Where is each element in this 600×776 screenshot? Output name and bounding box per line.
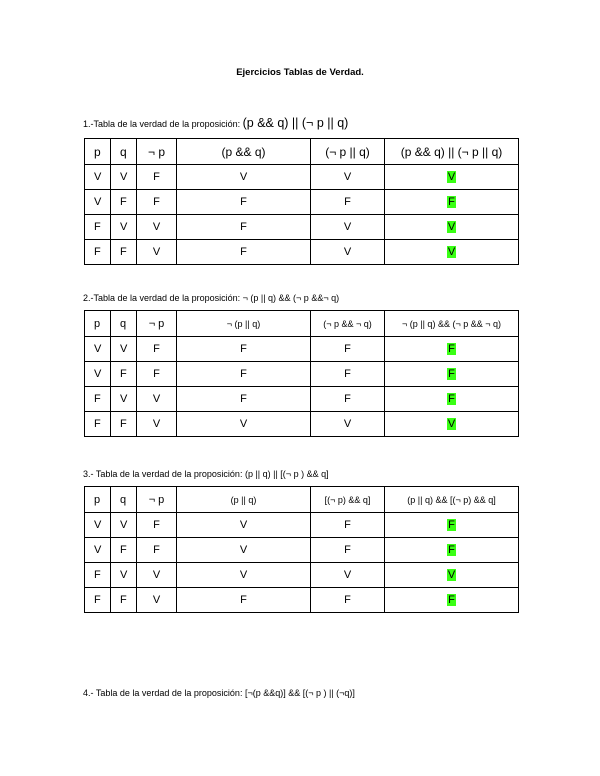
result-cell: [385, 337, 519, 362]
header-cell: (p && q) || (¬ p || q): [385, 139, 519, 165]
header-cell: [(¬ p) && q]: [311, 487, 385, 513]
table-cell: V: [177, 538, 311, 563]
table-cell: F: [177, 387, 311, 412]
table-cell: V: [85, 190, 111, 215]
table-cell: F: [311, 337, 385, 362]
highlighted-result: V: [447, 569, 456, 581]
highlighted-result: V: [447, 246, 456, 258]
table-cell: V: [311, 240, 385, 265]
result-cell: [385, 240, 519, 265]
document-title: Ejercicios Tablas de Verdad.: [236, 67, 364, 78]
table-cell: V: [137, 563, 177, 588]
table-row: [85, 165, 519, 190]
table-cell: F: [137, 337, 177, 362]
table-cell: V: [311, 412, 385, 437]
header-cell: (¬ p && ¬ q): [311, 311, 385, 337]
highlighted-result: V: [447, 418, 456, 430]
table-cell: F: [111, 538, 137, 563]
table-cell: V: [137, 588, 177, 613]
table-cell: F: [137, 362, 177, 387]
highlighted-result: F: [448, 519, 455, 531]
exercise-1-label: 1.-Tabla de la verdad de la proposición:: [83, 119, 243, 129]
exercise-1-heading: [83, 116, 348, 130]
result-cell: [385, 387, 519, 412]
header-cell: p: [85, 487, 111, 513]
table-row: [85, 337, 519, 362]
table-row: [85, 588, 519, 613]
table-cell: V: [137, 240, 177, 265]
header-cell: q: [111, 487, 137, 513]
header-cell: q: [111, 311, 137, 337]
table-cell: F: [177, 190, 311, 215]
table-cell: V: [111, 387, 137, 412]
table-cell: F: [111, 412, 137, 437]
table-cell: F: [111, 190, 137, 215]
header-cell: ¬ p: [137, 487, 177, 513]
result-cell: [385, 538, 519, 563]
exercise-2-label: 2.-Tabla de la verdad de la proposición:: [83, 293, 243, 303]
header-cell: p: [85, 311, 111, 337]
table-cell: F: [85, 215, 111, 240]
table-row: [85, 412, 519, 437]
table-cell: F: [177, 240, 311, 265]
table-cell: F: [311, 538, 385, 563]
exercise-1-formula: (p && q) || (¬ p || q): [242, 116, 349, 130]
header-cell: (p && q): [177, 139, 311, 165]
result-cell: [385, 412, 519, 437]
result-cell: [385, 165, 519, 190]
table-cell: F: [311, 362, 385, 387]
table-row: [85, 362, 519, 387]
highlighted-result: F: [448, 393, 455, 405]
header-cell: p: [85, 139, 111, 165]
exercise-2-heading: [83, 293, 339, 303]
table-cell: V: [111, 563, 137, 588]
table-header-row: [85, 487, 519, 513]
table-cell: V: [85, 513, 111, 538]
table-cell: F: [85, 240, 111, 265]
table-cell: V: [137, 387, 177, 412]
highlighted-result: F: [448, 343, 455, 355]
table-row: [85, 538, 519, 563]
highlighted-result: F: [448, 368, 455, 380]
table-cell: F: [111, 240, 137, 265]
table-header-row: [85, 311, 519, 337]
table-cell: F: [137, 538, 177, 563]
header-cell: ¬ (p || q) && (¬ p && ¬ q): [385, 311, 519, 337]
highlighted-result: V: [447, 221, 456, 233]
table-cell: F: [85, 588, 111, 613]
table-cell: V: [85, 337, 111, 362]
table-cell: V: [137, 412, 177, 437]
table-row: [85, 190, 519, 215]
table-cell: F: [111, 362, 137, 387]
table-cell: V: [177, 513, 311, 538]
truth-table-3: [84, 486, 519, 613]
table-header-row: [85, 139, 519, 165]
table-cell: V: [311, 215, 385, 240]
header-cell: ¬ p: [137, 139, 177, 165]
table-cell: V: [111, 337, 137, 362]
table-cell: V: [111, 215, 137, 240]
result-cell: [385, 362, 519, 387]
truth-table-1: [84, 138, 519, 265]
table-cell: V: [85, 362, 111, 387]
highlighted-result: F: [448, 594, 455, 606]
exercise-3-heading: [83, 469, 329, 479]
table-cell: F: [177, 215, 311, 240]
header-cell: q: [111, 139, 137, 165]
table-row: [85, 215, 519, 240]
exercise-4-label: 4.- Tabla de la verdad de la proposición:: [83, 688, 245, 698]
table-cell: F: [311, 387, 385, 412]
table-cell: V: [111, 513, 137, 538]
exercise-3-formula: (p || q) || [(¬ p ) && q]: [244, 469, 329, 479]
header-cell: ¬ p: [137, 311, 177, 337]
table-row: [85, 387, 519, 412]
table-cell: F: [311, 588, 385, 613]
table-cell: F: [137, 165, 177, 190]
result-cell: [385, 190, 519, 215]
highlighted-result: F: [448, 544, 455, 556]
table-cell: V: [311, 563, 385, 588]
table-cell: F: [85, 387, 111, 412]
result-cell: [385, 513, 519, 538]
table-cell: F: [137, 513, 177, 538]
table-cell: V: [85, 165, 111, 190]
table-cell: V: [137, 215, 177, 240]
result-cell: [385, 215, 519, 240]
header-cell: (p || q) && [(¬ p) && q]: [385, 487, 519, 513]
table-cell: V: [85, 538, 111, 563]
header-cell: ¬ (p || q): [177, 311, 311, 337]
table-cell: F: [111, 588, 137, 613]
table-row: [85, 513, 519, 538]
result-cell: [385, 563, 519, 588]
table-cell: F: [85, 563, 111, 588]
highlighted-result: V: [447, 171, 456, 183]
table-row: [85, 563, 519, 588]
table-cell: V: [177, 165, 311, 190]
exercise-4-heading: [83, 688, 355, 698]
header-cell: (p || q): [177, 487, 311, 513]
table-cell: V: [311, 165, 385, 190]
table-cell: F: [311, 513, 385, 538]
result-cell: [385, 588, 519, 613]
table-cell: V: [177, 563, 311, 588]
exercise-4-formula: [¬(p &&q)] && [(¬ p ) || (¬q)]: [244, 688, 355, 698]
table-cell: F: [85, 412, 111, 437]
table-row: [85, 240, 519, 265]
table-cell: F: [311, 190, 385, 215]
truth-table-2: [84, 310, 519, 437]
table-cell: F: [177, 337, 311, 362]
header-cell: (¬ p || q): [311, 139, 385, 165]
table-cell: F: [137, 190, 177, 215]
table-cell: V: [177, 412, 311, 437]
table-cell: F: [177, 362, 311, 387]
exercise-3-label: 3.- Tabla de la verdad de la proposición:: [83, 469, 245, 479]
exercise-2-formula: ¬ (p || q) && (¬ p &&¬ q): [242, 293, 340, 303]
table-cell: F: [177, 588, 311, 613]
highlighted-result: F: [448, 196, 455, 208]
table-cell: V: [111, 165, 137, 190]
